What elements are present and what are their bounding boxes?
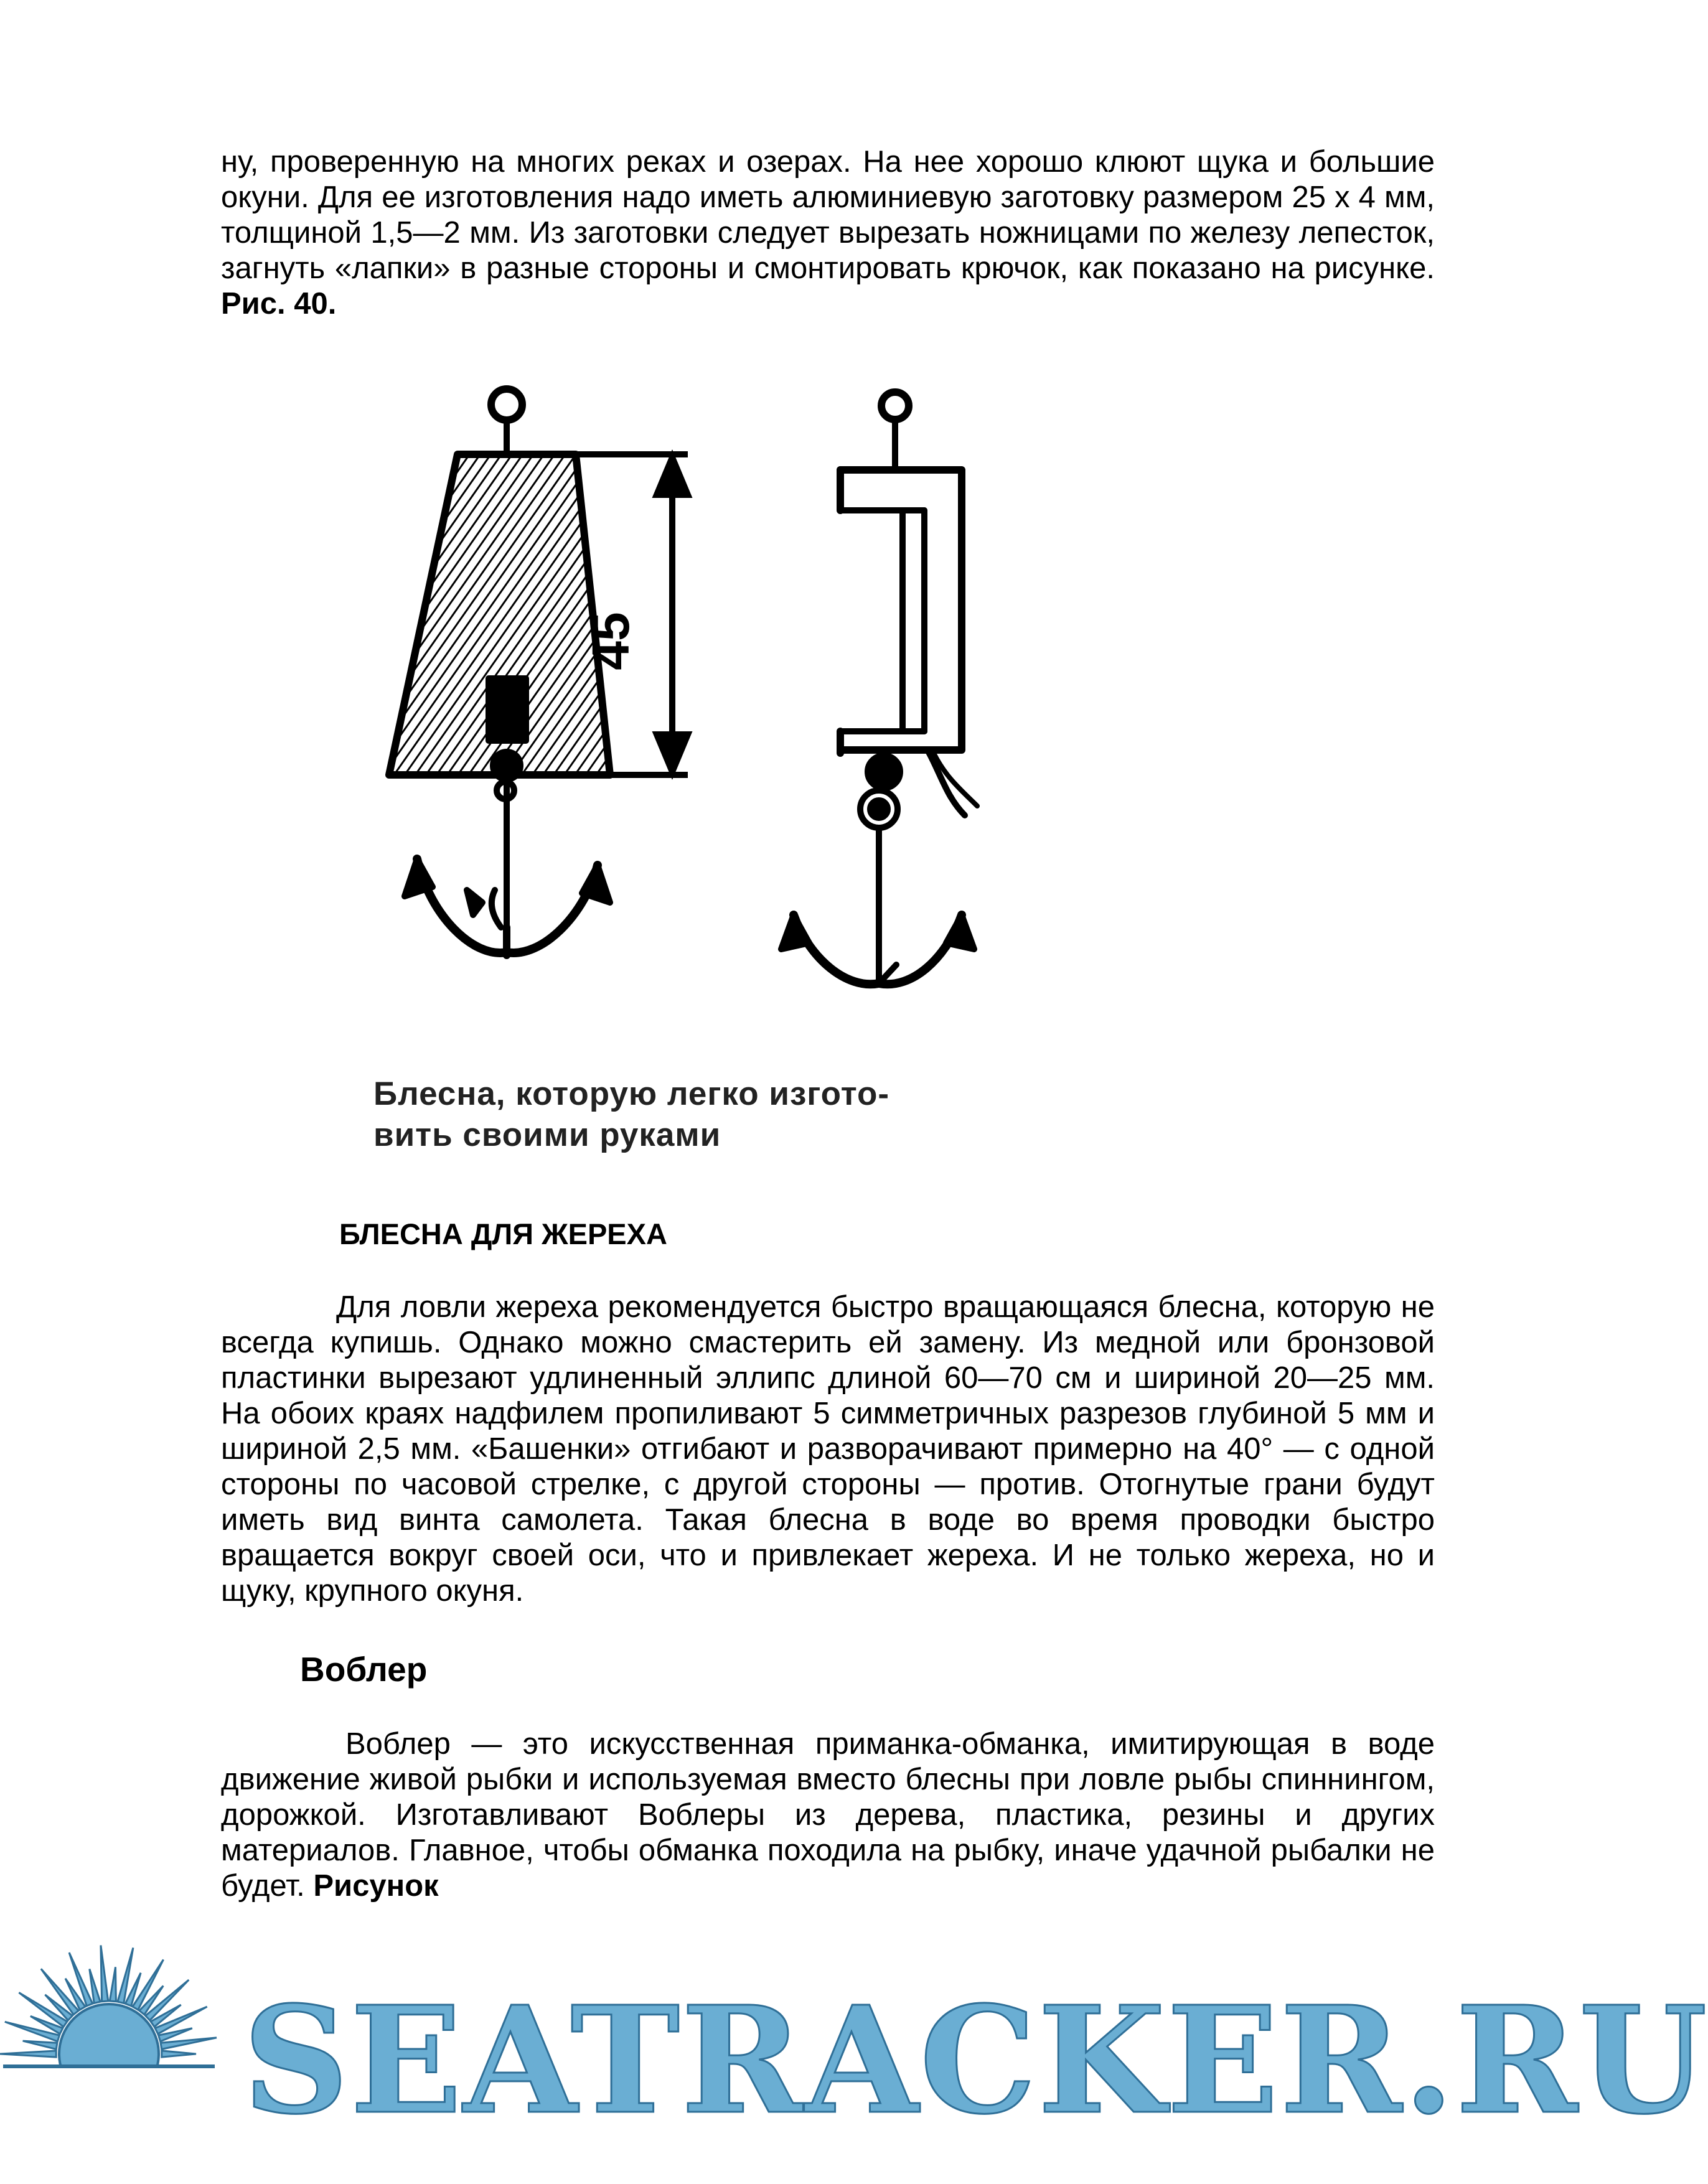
figure-ref: Рис. 40. xyxy=(221,287,337,321)
sun-ray xyxy=(101,1946,108,2002)
wobbler-text: Воблер — это искусственная приманка-обманка, имитирующая в воде движение живой рыбки и используемая вместо блесны при ловле рыбы спиннингом, дорожкой. Изготавливают Воблеры из дерева, пластика, резины и других материалов. Главное, чтобы обманка походила на рыбку, иначе удачной рыбалки не будет. xyxy=(221,1727,1435,1903)
sun-ray xyxy=(23,2041,57,2049)
asp-lure-paragraph xyxy=(221,1290,1435,1609)
sun-ray xyxy=(0,2051,56,2057)
wobbler-paragraph xyxy=(221,1727,1435,1904)
wobbler-figure-ref: Рисунок xyxy=(313,1869,439,1903)
watermark-text: SEATRACKER.RU xyxy=(243,1974,1708,2147)
lure-drawing xyxy=(349,367,1064,1052)
sun-ray xyxy=(69,1952,93,2006)
sun-ray xyxy=(110,1967,116,2001)
asp-lure-text: Для ловли жереха рекомендуется быстро вращающаяся блесна, которую не всегда купишь. Однако можно смастерить ей замену. Из медной или бронзовой пластинки вырезают удлиненный эллипс длиной 60—70 см и шириной 20—25 мм. На обоих краях надфилем пропиливают 5 симметричных разрезов глубиной 5 мм и шириной 2,5 мм. «Башенки» отгибают и разворачивают примерно на 40° — с одной стороны по часовой стрелке, с другой стороны — против. Отогнутые грани будут иметь вид винта самолета. Такая блесна в воде во время проводки быстро вращается вокруг своей оси, что и привлекает жереха. И не только жереха, но и щуку, крупного окуня. xyxy=(221,1290,1435,1608)
intro-text: ну, проверенную на многих реках и озерах. На нее хорошо клюют щука и большие окуни. Для ее изготовления надо иметь алюминиевую заготовку размером 25 х 4 мм, толщиной 1,5—2 мм. Из заготовки следует вырезать ножницами по железу лепесток, загнуть «лапки» в разные стороны и смонтировать крючок, как показано на рисунке. xyxy=(221,145,1435,285)
intro-paragraph xyxy=(221,144,1435,322)
front-view-lure xyxy=(389,389,610,955)
lure-figure xyxy=(349,367,1064,1176)
sun-ray xyxy=(90,1969,100,2004)
caption-line-1: Блесна, которую легко изгото- xyxy=(373,1076,889,1112)
sun-ray xyxy=(162,2051,196,2057)
dimension-label: 45 xyxy=(581,612,640,670)
sun-ray xyxy=(161,2038,217,2050)
section-heading-asp-lure: БЛЕСНА ДЛЯ ЖЕРЕХА xyxy=(339,1217,667,1250)
caption-line-2: вить своими руками xyxy=(373,1117,721,1153)
figure-caption xyxy=(373,1074,889,1156)
section-heading-wobbler: Воблер xyxy=(300,1650,428,1689)
side-view-lure xyxy=(781,392,977,984)
